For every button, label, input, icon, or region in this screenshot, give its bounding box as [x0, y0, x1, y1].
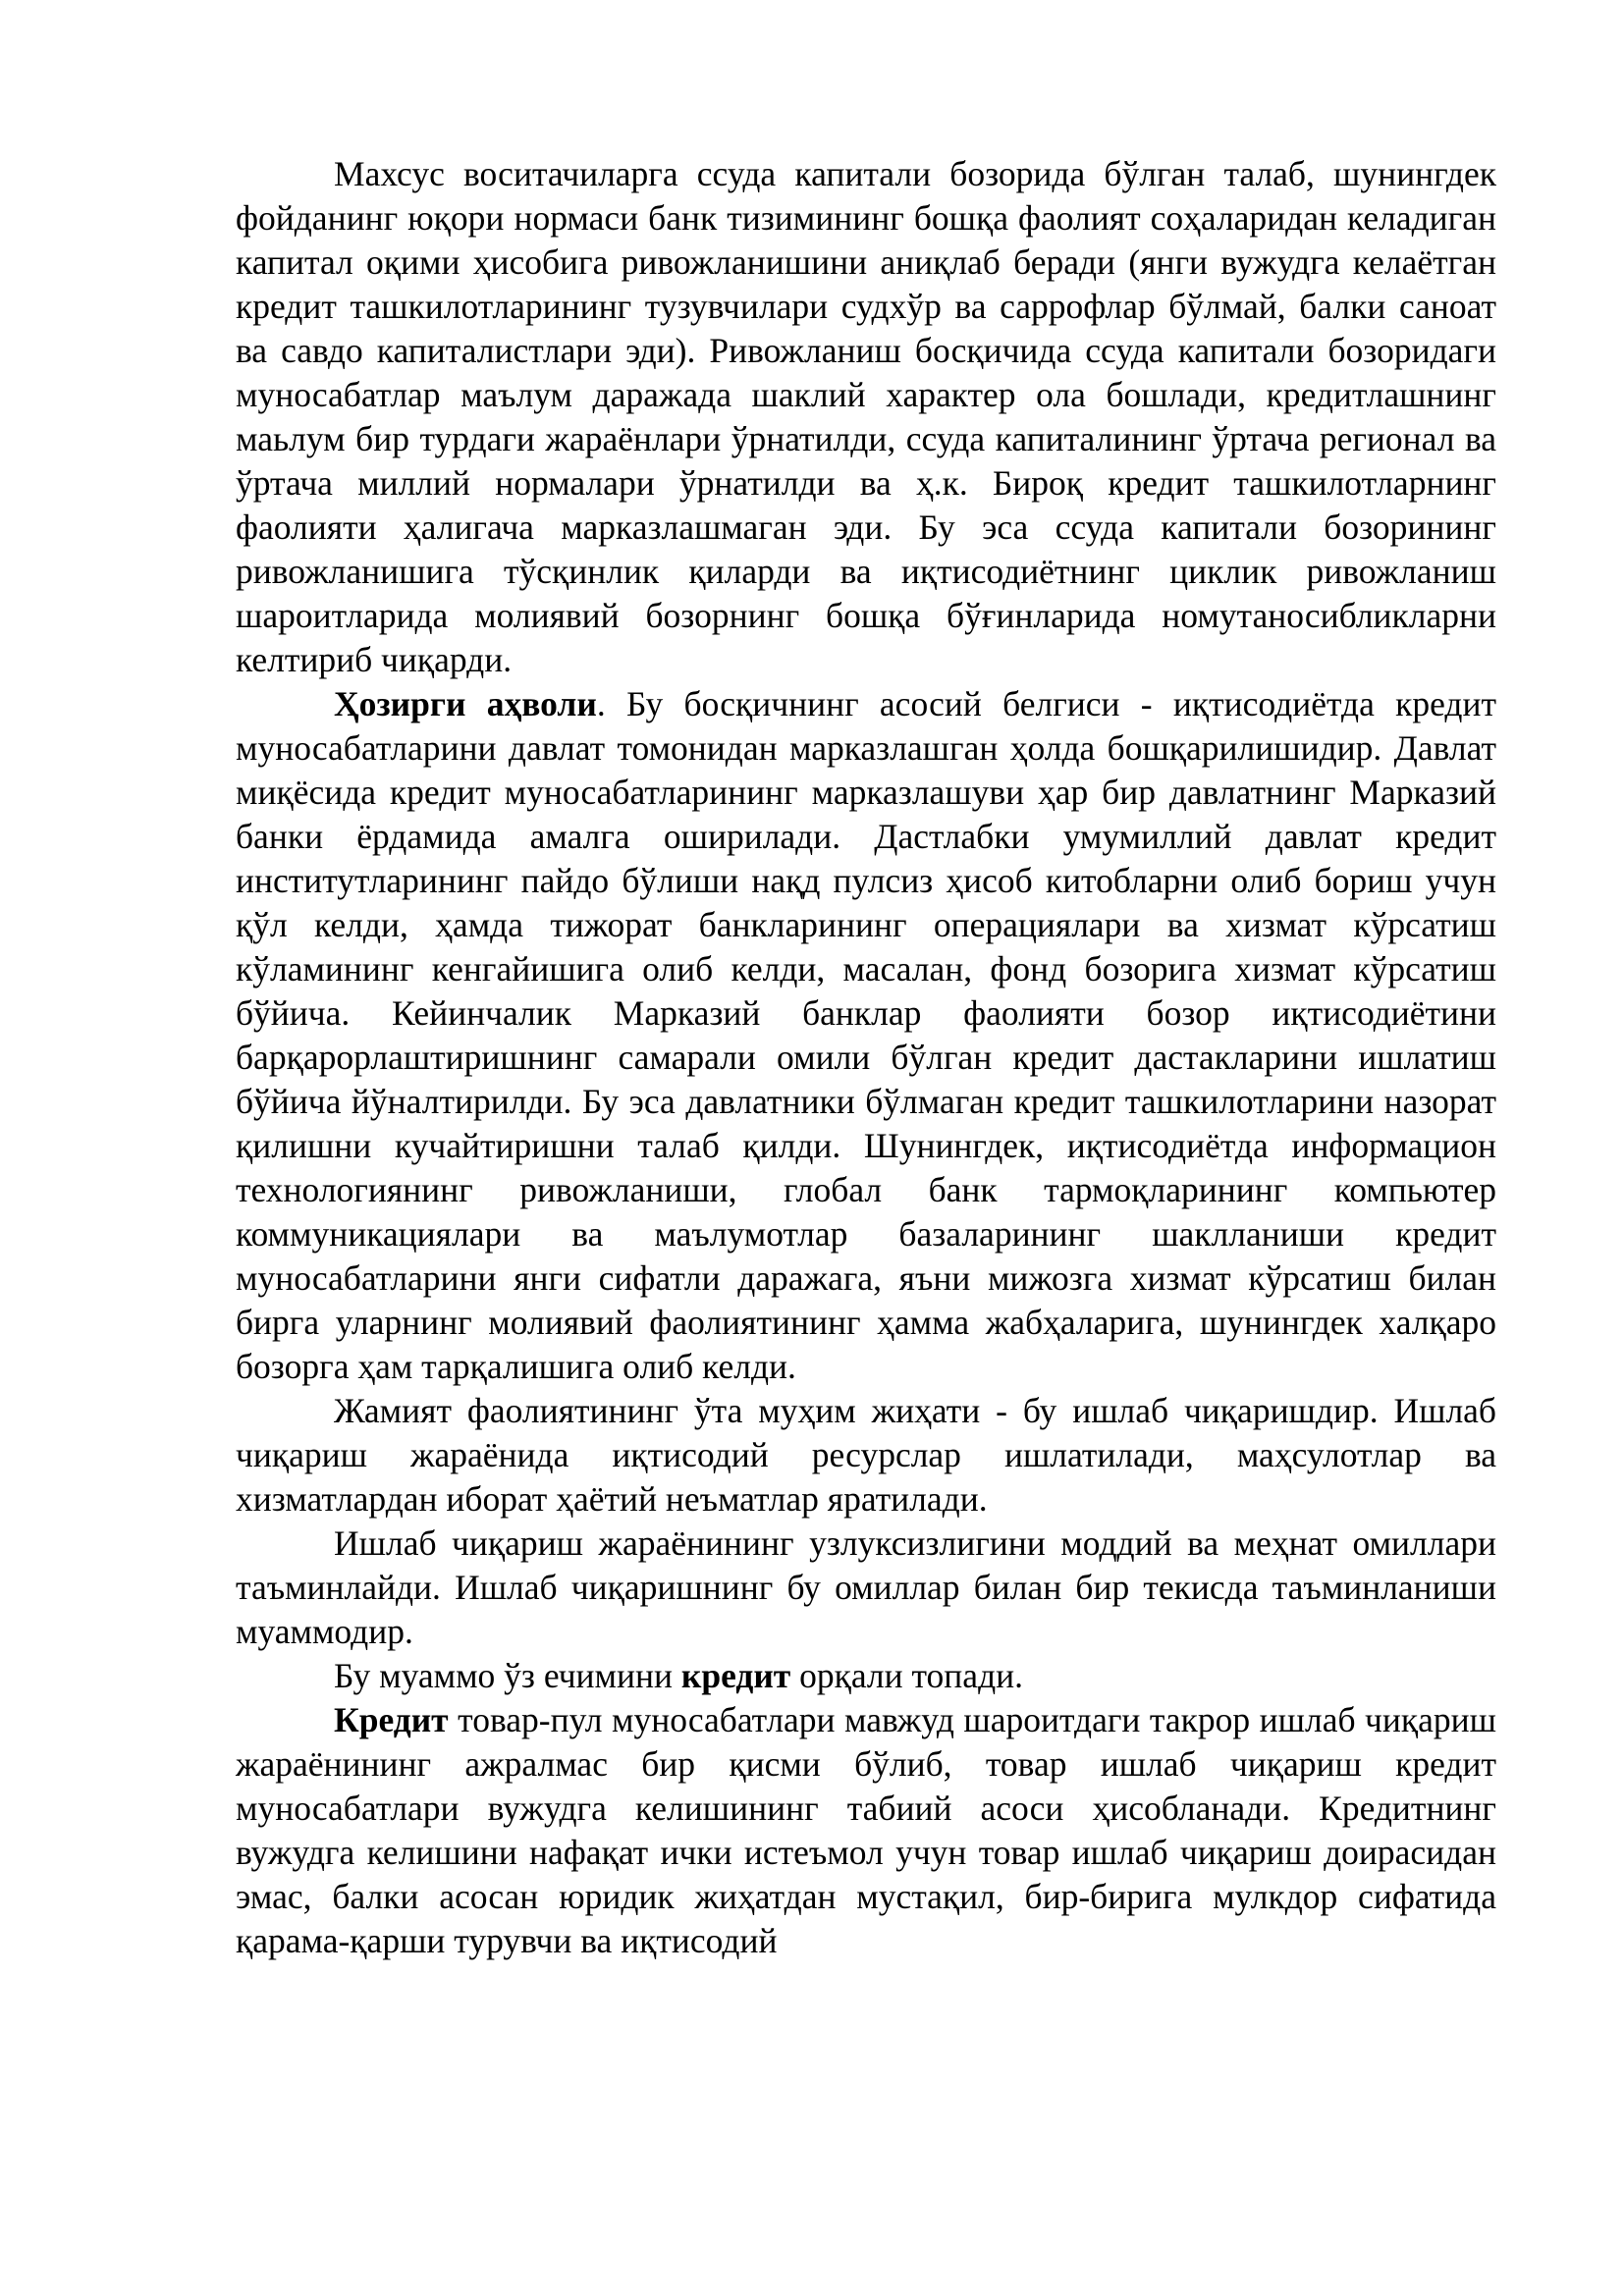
paragraph-text: товар-пул муносабатлари мавжуд шароитдаги такрор ишлаб чиқариш жараёнининг ажралмас бир қисми бўлиб, товар ишлаб чиқариш кредит муносабатлари вужудга келишининг табиий асоси ҳисобланади. Кредитнинг вужудга келишини нафақат ички истеъмол учун товар ишлаб чиқариш доирасидан эмас, балки асосан юридик жиҳатдан мустақил, бир-бирига мулкдор сифатида қарама-қарши турувчи ва иқтисодий [236, 1700, 1496, 1960]
paragraph-production-factors [236, 1522, 1496, 1654]
paragraph-production [236, 1389, 1496, 1522]
document-page [236, 152, 1496, 1963]
paragraph-intermediaries [236, 152, 1496, 682]
paragraph-text-before: Бу муаммо ўз ечимини [334, 1656, 681, 1695]
paragraph-text: Жамият фаолиятининг ўта муҳим жиҳати - бу ишлаб чиқаришдир. Ишлаб чиқариш жараёнида иқтисодий ресурслар ишлатилади, маҳсулотлар ва хизматлардан иборат ҳаётий неъматлар яратилади. [236, 1391, 1496, 1519]
paragraph-text: Махсус воситачиларга ссуда капитали бозорида бўлган талаб, шунингдек фойданинг юқори нормаси банк тизимининг бошқа фаолият соҳаларидан келадиган капитал оқими ҳисобига ривожланишини аниқлаб беради (янги вужудга келаётган кредит ташкилотларининг тузувчилари судхўр ва саррофлар бўлмай, балки саноат ва савдо капиталистлари эди). Ривожланиш босқичида ссуда капитали бозоридаги муносабатлар маълум даражада шаклий характер ола бошлади, кредитлашнинг маьлум бир турдаги жараёнлари ўрнатилди, ссуда капиталининг ўртача регионал ва ўртача миллий нормалари ўрнатилди ва ҳ.к. Бироқ кредит ташкилотларнинг фаолияти ҳалигача марказлашмаган эди. Бу эса ссуда капитали бозорининг ривожланишига тўсқинлик қиларди ва иқтисодиётнинг циклик ривожланиш шароитларида молиявий бозорнинг бошқа бўғинларида номутаносибликларни келтириб чиқарди. [236, 154, 1496, 679]
paragraph-credit-definition [236, 1698, 1496, 1963]
term-credit-heading: Кредит [334, 1700, 449, 1739]
paragraph-text: . Бу босқичнинг асосий белгиси - иқтисодиётда кредит муносабатларини давлат томонидан марказлашган ҳолда бошқарилишидир. Давлат миқёсида кредит муносабатларининг марказлашуви ҳар бир давлатнинг Марказий банки ёрдамида амалга оширилади. Дастлабки умумиллий давлат кредит институтларининг пайдо бўлиши нақд пулсиз ҳисоб китобларни олиб бориш учун қўл келди, ҳамда тижорат банкларининг операциялари ва хизмат кўрсатиш кўламининг кенгайишига олиб келди, масалан, фонд бозорига хизмат кўрсатиш бўйича. Кейинчалик Марказий банклар фаолияти бозор иқтисодиётини барқарорлаштиришнинг самарали омили бўлган кредит дастакларини ишлатиш бўйича йўналтирилди. Бу эса давлатники бўлмаган кредит ташкилотларини назорат қилишни кучайтиришни талаб қилди. Шунингдек, иқтисодиётда информацион технологиянинг ривожланиши, глобал банк тармоқларининг компьютер коммуникациялари ва маълумотлар базаларининг шаклланиши кредит муносабатларини янги сифатли даражага, яъни мижозга хизмат кўрсатиш билан бирга уларнинг молиявий фаолиятининг ҳамма жабҳаларига, шунингдек халқаро бозорга ҳам тарқалишига олиб келди. [236, 684, 1496, 1386]
heading-current-state: Ҳозирги аҳволи [334, 684, 597, 723]
term-credit: кредит [680, 1656, 791, 1695]
paragraph-text: Ишлаб чиқариш жараёнининг узлуксизлигини моддий ва меҳнат омиллари таъминлайди. Ишлаб чиқаришнинг бу омиллар билан бир текисда таъминланиши муаммодир. [236, 1523, 1496, 1651]
paragraph-solution [236, 1654, 1496, 1698]
paragraph-current-state [236, 682, 1496, 1389]
paragraph-text-after: орқали топади. [790, 1656, 1023, 1695]
